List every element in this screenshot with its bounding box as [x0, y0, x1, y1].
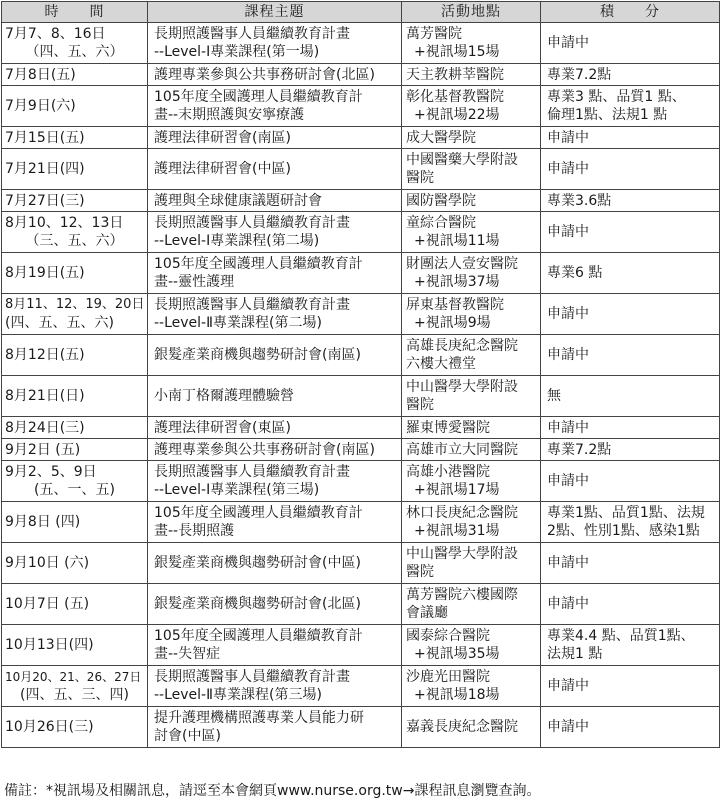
venue-cell-line: 中山醫學大學附設	[406, 379, 518, 395]
credit-cell-line: 專業4.4 點、品質1點、	[547, 628, 695, 644]
topic-cell	[148, 127, 402, 149]
credit-cell-line: 申請中	[547, 719, 589, 735]
time-cell-line: (四、五、三、四)	[20, 687, 129, 703]
topic-cell-line: 長期照護醫事人員繼續教育計畫	[154, 297, 350, 313]
venue-cell-line: 彰化基督教醫院	[406, 89, 504, 105]
time-cell	[2, 584, 148, 625]
topic-cell-line: 護理專業參與公共事務研討會(北區)	[154, 66, 375, 83]
topic-cell-line: 護理法律研習會(中區)	[154, 161, 291, 177]
table-row	[2, 23, 720, 64]
time-cell	[2, 294, 148, 335]
table-row	[2, 707, 720, 748]
time-cell	[2, 127, 148, 149]
time-cell-line: （四、五、六）	[25, 44, 124, 60]
time-cell	[2, 417, 148, 439]
venue-cell-line: 會議廳	[406, 605, 448, 621]
venue-cell-line: +視訊場37場	[414, 274, 500, 290]
time-cell-line: 10月20、21、26、27日	[5, 670, 142, 684]
venue-cell	[402, 625, 541, 666]
time-cell	[2, 335, 148, 376]
venue-cell	[402, 461, 541, 502]
topic-cell	[148, 335, 402, 376]
venue-cell	[402, 294, 541, 335]
credit-cell-line: 專業6 點	[547, 265, 603, 281]
table-row	[2, 64, 720, 86]
venue-cell	[402, 23, 541, 64]
topic-cell-line: --Level-Ⅰ專業課程(第一場)	[154, 44, 320, 60]
venue-cell-line: +視訊場15場	[414, 44, 500, 60]
table-row	[2, 212, 720, 253]
time-cell-line: 8月11、12、19、20日	[5, 297, 145, 312]
time-cell	[2, 23, 148, 64]
topic-cell-line: 銀髮產業商機與趨勢研討會(中區)	[154, 555, 361, 571]
time-cell-line: 10月26日(三)	[5, 719, 94, 735]
time-cell-line: 9月2、5、9日	[5, 464, 97, 480]
credit-cell	[541, 461, 720, 502]
topic-cell-line: 畫--失智症	[154, 646, 221, 662]
header-time: 時 間	[2, 2, 148, 23]
credit-cell	[541, 543, 720, 584]
time-cell-line: 7月21日(四)	[5, 161, 85, 177]
time-cell-line: 8月12日(五)	[5, 347, 85, 363]
table-row	[2, 86, 720, 127]
topic-cell-line: 畫--靈性護理	[154, 274, 235, 290]
credit-cell-line: 2點、性別1點、感染1點	[547, 523, 700, 539]
time-cell-line: 7月9日(六)	[5, 98, 76, 114]
venue-cell-line: 童綜合醫院	[406, 215, 476, 231]
venue-cell-line: 中國醫藥大學附設	[406, 152, 518, 168]
topic-cell-line: 提升護理機構照護專業人員能力研	[154, 710, 364, 726]
venue-cell	[402, 127, 541, 149]
topic-cell-line: 105年度全國護理人員繼續教育計	[154, 628, 363, 644]
credit-cell	[541, 149, 720, 190]
venue-cell-line: +視訊場22場	[414, 107, 500, 123]
topic-cell	[148, 439, 402, 461]
venue-cell-line: 醫院	[406, 564, 434, 580]
credit-cell	[541, 625, 720, 666]
topic-cell	[148, 666, 402, 707]
time-cell	[2, 212, 148, 253]
time-cell	[2, 376, 148, 417]
credit-cell-line: 申請中	[547, 306, 589, 322]
time-cell	[2, 64, 148, 86]
venue-cell-line: +視訊場18場	[414, 687, 500, 703]
credit-cell-line: 申請中	[547, 161, 589, 177]
schedule-sheet	[1, 1, 719, 748]
time-cell-line: 8月19日(五)	[5, 265, 85, 281]
time-cell	[2, 149, 148, 190]
topic-cell-line: --Level-Ⅰ專業課程(第三場)	[154, 482, 320, 498]
venue-cell-line: 屏東基督教醫院	[406, 297, 504, 313]
time-cell	[2, 543, 148, 584]
credit-cell-line: 申請中	[547, 596, 589, 612]
credit-cell	[541, 212, 720, 253]
topic-cell	[148, 584, 402, 625]
venue-cell-line: +視訊場17場	[414, 482, 500, 498]
time-cell-line: 8月21日(日)	[5, 388, 85, 404]
venue-cell-line: 國防醫學院	[406, 192, 476, 209]
venue-cell-line: 羅東博愛醫院	[406, 419, 490, 436]
time-cell-line: 7月15日(五)	[5, 129, 85, 146]
venue-cell-line: 財團法人壹安醫院	[406, 256, 518, 272]
topic-cell	[148, 625, 402, 666]
credit-cell	[541, 86, 720, 127]
topic-cell-line: 畫--長期照護	[154, 523, 235, 539]
venue-cell-line: 高雄長庚紀念醫院	[406, 338, 518, 354]
topic-cell-line: 長期照護醫事人員繼續教育計畫	[154, 669, 350, 685]
topic-cell	[148, 502, 402, 543]
time-cell-line: 8月10、12、13日	[5, 215, 124, 231]
topic-cell-line: --Level-Ⅰ專業課程(第二場)	[154, 233, 320, 249]
credit-cell	[541, 439, 720, 461]
venue-cell	[402, 149, 541, 190]
venue-cell	[402, 439, 541, 461]
topic-cell	[148, 23, 402, 64]
topic-cell-line: 105年度全國護理人員繼續教育計	[154, 505, 363, 521]
topic-cell-line: 護理法律研習會(南區)	[154, 129, 291, 146]
time-cell-line: 7月7、8、16日	[5, 26, 106, 42]
venue-cell	[402, 417, 541, 439]
credit-cell-line: 專業3.6點	[547, 192, 612, 209]
venue-cell	[402, 86, 541, 127]
venue-cell-line: 六樓大禮堂	[406, 356, 476, 372]
credit-cell	[541, 502, 720, 543]
venue-cell	[402, 64, 541, 86]
credit-cell	[541, 294, 720, 335]
venue-cell	[402, 212, 541, 253]
venue-cell-line: 林口長庚紀念醫院	[406, 505, 518, 521]
table-row	[2, 376, 720, 417]
credit-cell-line: 法規1 點	[547, 646, 603, 662]
table-row	[2, 149, 720, 190]
time-cell-line: （三、五、六）	[25, 233, 124, 249]
table-row	[2, 335, 720, 376]
credit-cell	[541, 190, 720, 212]
credit-cell	[541, 127, 720, 149]
topic-cell	[148, 417, 402, 439]
table-row	[2, 666, 720, 707]
schedule-table	[1, 1, 720, 748]
table-row	[2, 543, 720, 584]
topic-cell-line: 105年度全國護理人員繼續教育計	[154, 256, 363, 272]
credit-cell-line: 申請中	[547, 555, 589, 571]
topic-cell	[148, 253, 402, 294]
time-cell-line: 10月7日 (五)	[5, 596, 90, 612]
credit-cell-line: 申請中	[547, 419, 589, 436]
credit-cell	[541, 64, 720, 86]
topic-cell	[148, 212, 402, 253]
time-cell	[2, 666, 148, 707]
time-cell	[2, 253, 148, 294]
venue-cell-line: 天主教耕莘醫院	[406, 66, 504, 83]
credit-cell-line: 專業7.2點	[547, 441, 612, 458]
credit-cell-line: 申請中	[547, 129, 589, 146]
time-cell-line: 8月24日(三)	[5, 419, 85, 436]
credit-cell-line: 申請中	[547, 35, 589, 51]
venue-cell-line: 萬芳醫院	[406, 26, 462, 42]
topic-cell-line: 畫--末期照護與安寧療護	[154, 107, 305, 123]
time-cell-line: 9月2日 (五)	[5, 441, 81, 458]
topic-cell-line: 銀髮產業商機與趨勢研討會(北區)	[154, 596, 361, 612]
topic-cell-line: 長期照護醫事人員繼續教育計畫	[154, 26, 350, 42]
venue-cell	[402, 502, 541, 543]
table-row	[2, 417, 720, 439]
topic-cell	[148, 149, 402, 190]
topic-cell	[148, 190, 402, 212]
credit-cell-line: 無	[547, 388, 561, 404]
venue-cell-line: +視訊場9場	[414, 315, 491, 331]
venue-cell-line: 國泰綜合醫院	[406, 628, 490, 644]
topic-cell	[148, 376, 402, 417]
topic-cell-line: 長期照護醫事人員繼續教育計畫	[154, 464, 350, 480]
time-cell	[2, 625, 148, 666]
topic-cell	[148, 461, 402, 502]
time-cell-line: 7月27日(三)	[5, 192, 85, 209]
table-row	[2, 294, 720, 335]
time-cell	[2, 502, 148, 543]
table-row	[2, 461, 720, 502]
venue-cell-line: 萬芳醫院六樓國際	[406, 587, 518, 603]
time-cell	[2, 190, 148, 212]
time-cell	[2, 86, 148, 127]
venue-cell	[402, 335, 541, 376]
credit-cell-line: 申請中	[547, 678, 589, 694]
table-row	[2, 584, 720, 625]
footnote: 備註：*視訊場及相關訊息，請逕至本會網頁www.nurse.org.tw→課程訊息瀏覽查詢。	[4, 783, 541, 799]
time-cell-line: 10月13日(四)	[5, 637, 94, 653]
credit-cell-line: 專業7.2點	[547, 66, 612, 83]
venue-cell-line: 高雄市立大同醫院	[406, 441, 518, 458]
credit-cell-line: 申請中	[547, 224, 589, 240]
venue-cell-line: 醫院	[406, 397, 434, 413]
credit-cell-line: 專業1點、品質1點、法規	[547, 505, 705, 521]
table-row	[2, 253, 720, 294]
venue-cell	[402, 584, 541, 625]
topic-cell-line: 護理法律研習會(東區)	[154, 419, 291, 436]
topic-cell-line: 護理專業參與公共事務研討會(南區)	[154, 441, 375, 458]
venue-cell	[402, 543, 541, 584]
header-topic: 課程主題	[148, 2, 402, 23]
topic-cell-line: 小南丁格爾護理體驗營	[154, 388, 294, 404]
header-row	[2, 2, 720, 23]
venue-cell-line: 沙鹿光田醫院	[406, 669, 490, 685]
venue-cell-line: +視訊場11場	[414, 233, 500, 249]
venue-cell	[402, 707, 541, 748]
venue-cell-line: 醫院	[406, 170, 434, 186]
topic-cell-line: 討會(中區)	[154, 728, 221, 744]
venue-cell	[402, 376, 541, 417]
time-cell-line: (五、一、五)	[34, 482, 115, 498]
table-row	[2, 190, 720, 212]
topic-cell-line: --Level-Ⅱ專業課程(第二場)	[154, 315, 322, 331]
topic-cell-line: 105年度全國護理人員繼續教育計	[154, 89, 363, 105]
credit-cell-line: 專業3 點、品質1 點、	[547, 89, 686, 105]
header-credit: 積 分	[541, 2, 720, 23]
time-cell	[2, 707, 148, 748]
time-cell-line: 9月8日 (四)	[5, 514, 81, 530]
topic-cell	[148, 86, 402, 127]
time-cell-line: 7月8日(五)	[5, 66, 76, 83]
credit-cell	[541, 253, 720, 294]
venue-cell-line: 中山醫學大學附設	[406, 546, 518, 562]
credit-cell	[541, 584, 720, 625]
venue-cell	[402, 190, 541, 212]
topic-cell	[148, 543, 402, 584]
time-cell-line: (四、五、五、六)	[5, 315, 114, 331]
topic-cell-line: 銀髮產業商機與趨勢研討會(南區)	[154, 347, 361, 363]
table-row	[2, 625, 720, 666]
time-cell-line: 9月10日 (六)	[5, 555, 90, 571]
credit-cell	[541, 376, 720, 417]
venue-cell	[402, 666, 541, 707]
credit-cell-line: 申請中	[547, 473, 589, 489]
credit-cell	[541, 23, 720, 64]
credit-cell	[541, 417, 720, 439]
venue-cell-line: +視訊場35場	[414, 646, 500, 662]
venue-cell-line: 嘉義長庚紀念醫院	[406, 719, 518, 735]
topic-cell-line: 護理與全球健康議題研討會	[154, 192, 322, 209]
table-row	[2, 502, 720, 543]
topic-cell-line: 長期照護醫事人員繼續教育計畫	[154, 215, 350, 231]
venue-cell-line: 成大醫學院	[406, 129, 476, 146]
topic-cell	[148, 294, 402, 335]
venue-cell-line: +視訊場31場	[414, 523, 500, 539]
venue-cell-line: 高雄小港醫院	[406, 464, 490, 480]
credit-cell-line: 倫理1點、法規1 點	[547, 107, 668, 123]
time-cell	[2, 439, 148, 461]
table-row	[2, 127, 720, 149]
table-row	[2, 439, 720, 461]
time-cell	[2, 461, 148, 502]
credit-cell-line: 申請中	[547, 347, 589, 363]
schedule-body	[2, 23, 720, 748]
topic-cell-line: --Level-Ⅱ專業課程(第三場)	[154, 687, 322, 703]
credit-cell	[541, 707, 720, 748]
topic-cell	[148, 707, 402, 748]
credit-cell	[541, 666, 720, 707]
header-venue: 活動地點	[402, 2, 541, 23]
topic-cell	[148, 64, 402, 86]
venue-cell	[402, 253, 541, 294]
credit-cell	[541, 335, 720, 376]
